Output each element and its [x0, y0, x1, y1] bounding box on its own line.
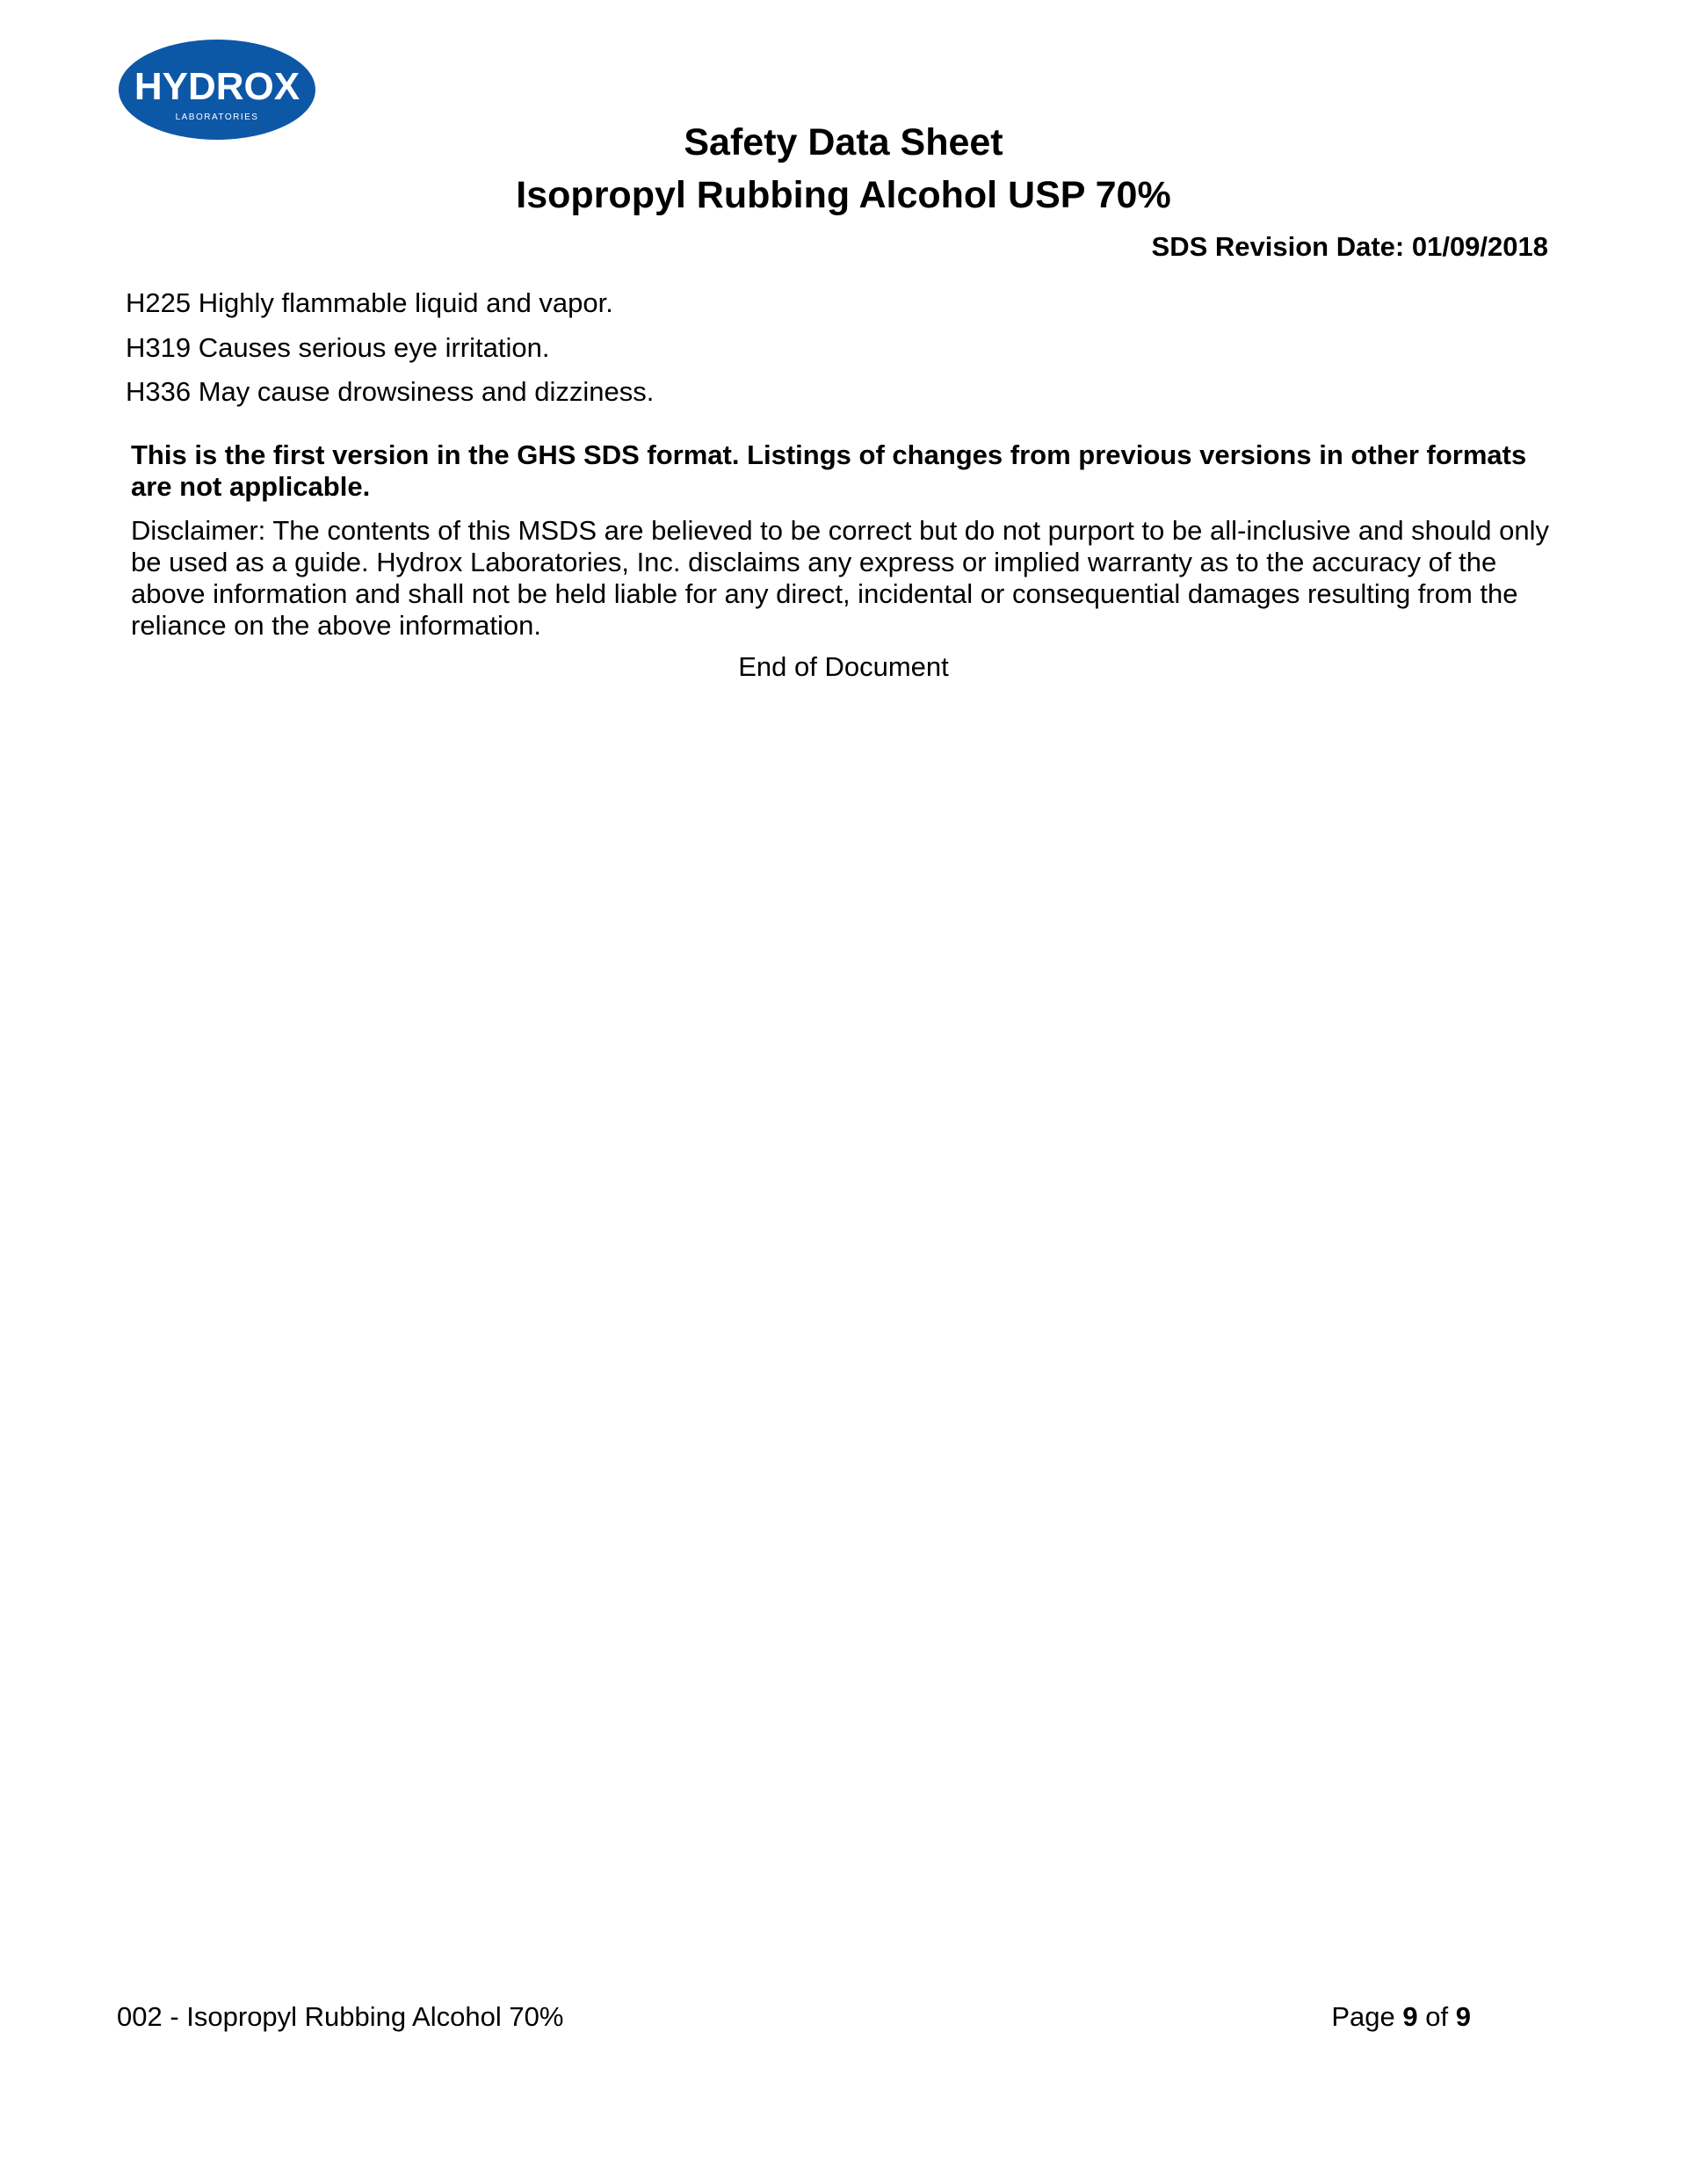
- document-title: Safety Data Sheet: [684, 121, 1003, 163]
- version-note: This is the first version in the GHS SDS format. Listings of changes from previous versions in other formats are not applicable.: [131, 439, 1527, 502]
- footer-page-number: [1331, 2001, 1471, 2033]
- page-of: of: [1425, 2001, 1449, 2032]
- hazard-statement: H319 Causes serious eye irritation.: [126, 332, 550, 363]
- page-current: 9: [1402, 2001, 1418, 2032]
- disclaimer-text: Disclaimer: The contents of this MSDS are believed to be correct but do not purport to be all-inclusive and should only be used as a guide. Hydrox Laboratories, Inc. disclaims any express or implied warranty as to the accuracy of the above information and shall not be held liable for any direct, incidental or consequential damages resulting from the reliance on the above information.: [131, 515, 1549, 641]
- page-total: 9: [1455, 2001, 1471, 2032]
- logo-brand-text: HYDROX: [134, 65, 300, 108]
- footer-document-name: 002 - Isopropyl Rubbing Alcohol 70%: [117, 2001, 564, 2032]
- end-of-document: End of Document: [738, 651, 949, 682]
- hazard-statement: H336 May cause drowsiness and dizziness.: [126, 376, 655, 407]
- hazard-statement: H225 Highly flammable liquid and vapor.: [126, 287, 613, 318]
- revision-date: SDS Revision Date: 01/09/2018: [1151, 231, 1548, 262]
- logo-sub-text: LABORATORIES: [175, 112, 259, 122]
- product-name: Isopropyl Rubbing Alcohol USP 70%: [516, 174, 1171, 216]
- page-prefix: Page: [1331, 2001, 1395, 2032]
